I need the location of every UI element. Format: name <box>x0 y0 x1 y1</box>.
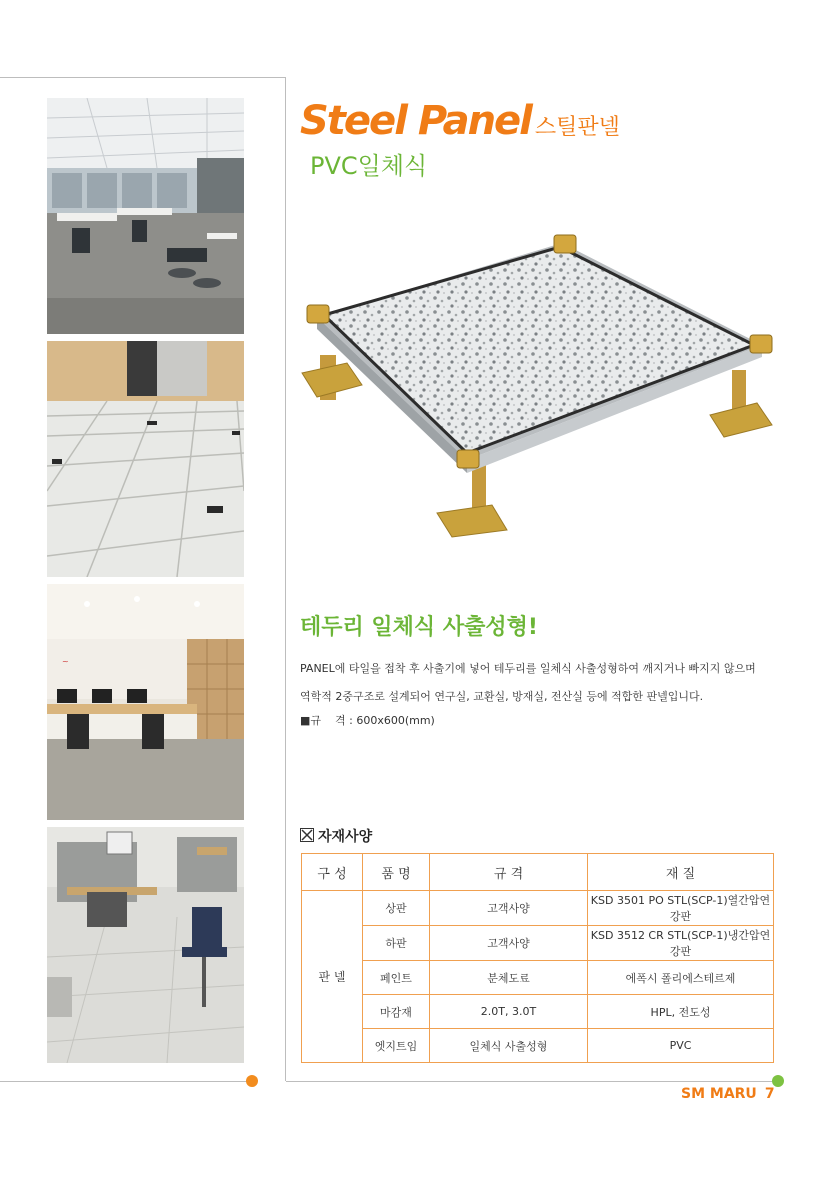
material-cell: KSD 3501 PO STL(SCP-1)열간압연 강판 <box>588 891 774 926</box>
frame-line-bottom-right <box>286 1081 772 1082</box>
description-line-1: PANEL에 타일을 접착 후 사출기에 넣어 테두리를 일체식 사출성형하여 깨지거나 빠지지 않으며 <box>300 662 756 675</box>
col-header-spec: 규 격 <box>430 854 588 891</box>
item-cell: 상판 <box>363 891 430 926</box>
cross-box-icon <box>300 828 314 842</box>
materials-table <box>301 853 774 1063</box>
material-cell: HPL, 전도성 <box>588 995 774 1029</box>
steel-panel-image <box>292 225 792 569</box>
material-cell: 에폭시 폴리에스테르제 <box>588 961 774 995</box>
svg-text:~: ~ <box>62 657 69 666</box>
table-row <box>302 995 774 1029</box>
frame-line-top <box>0 77 286 78</box>
feature-description <box>300 655 800 711</box>
frame-line-vertical <box>285 77 286 1081</box>
photo-office-wood <box>47 584 244 820</box>
description-line-2: 역학적 2중구조로 설계되어 연구실, 교환실, 방재실, 전산실 등에 적합한 판넬입니다. <box>300 690 704 703</box>
photo-office-cubicle <box>47 827 244 1063</box>
group-cell: 판 넬 <box>302 891 363 1063</box>
table-row <box>302 891 774 926</box>
table-row <box>302 1029 774 1063</box>
title-korean: 스틸판넬 <box>534 115 620 140</box>
frame-line-bottom-left <box>0 1081 252 1082</box>
table-header-row <box>302 854 774 891</box>
material-cell: PVC <box>588 1029 774 1063</box>
table-row <box>302 961 774 995</box>
item-cell: 페인트 <box>363 961 430 995</box>
page-number: 7 <box>764 1086 775 1102</box>
photo-office-carpet <box>47 98 244 334</box>
page-footer <box>681 1086 775 1102</box>
col-header-composition: 구 성 <box>302 854 363 891</box>
spec-cell: 2.0T, 3.0T <box>430 995 588 1029</box>
col-header-material: 재 질 <box>588 854 774 891</box>
photo-tiled-floor <box>47 341 244 577</box>
spec-cell: 고객사양 <box>430 891 588 926</box>
material-cell: KSD 3512 CR STL(SCP-1)냉간압연 강판 <box>588 926 774 961</box>
spec-cell: 고객사양 <box>430 926 588 961</box>
spec-cell: 분체도료 <box>430 961 588 995</box>
footer-brand: SM MARU <box>681 1086 757 1102</box>
orange-dot <box>246 1075 258 1087</box>
spec-cell: 일체식 사출성형 <box>430 1029 588 1063</box>
title-english: Steel Panel <box>300 98 531 144</box>
col-header-item: 품 명 <box>363 854 430 891</box>
size-spec: ■규 격 : 600x600(mm) <box>300 714 435 727</box>
page-title <box>300 98 620 144</box>
materials-title-text: 자재사양 <box>318 829 373 845</box>
page-subtitle: PVC일체식 <box>310 152 428 180</box>
item-cell: 하판 <box>363 926 430 961</box>
feature-headline: 테두리 일체식 사출성형! <box>300 615 538 640</box>
item-cell: 마감재 <box>363 995 430 1029</box>
item-cell: 엣지트임 <box>363 1029 430 1063</box>
table-row <box>302 926 774 961</box>
materials-section-title <box>300 826 372 846</box>
